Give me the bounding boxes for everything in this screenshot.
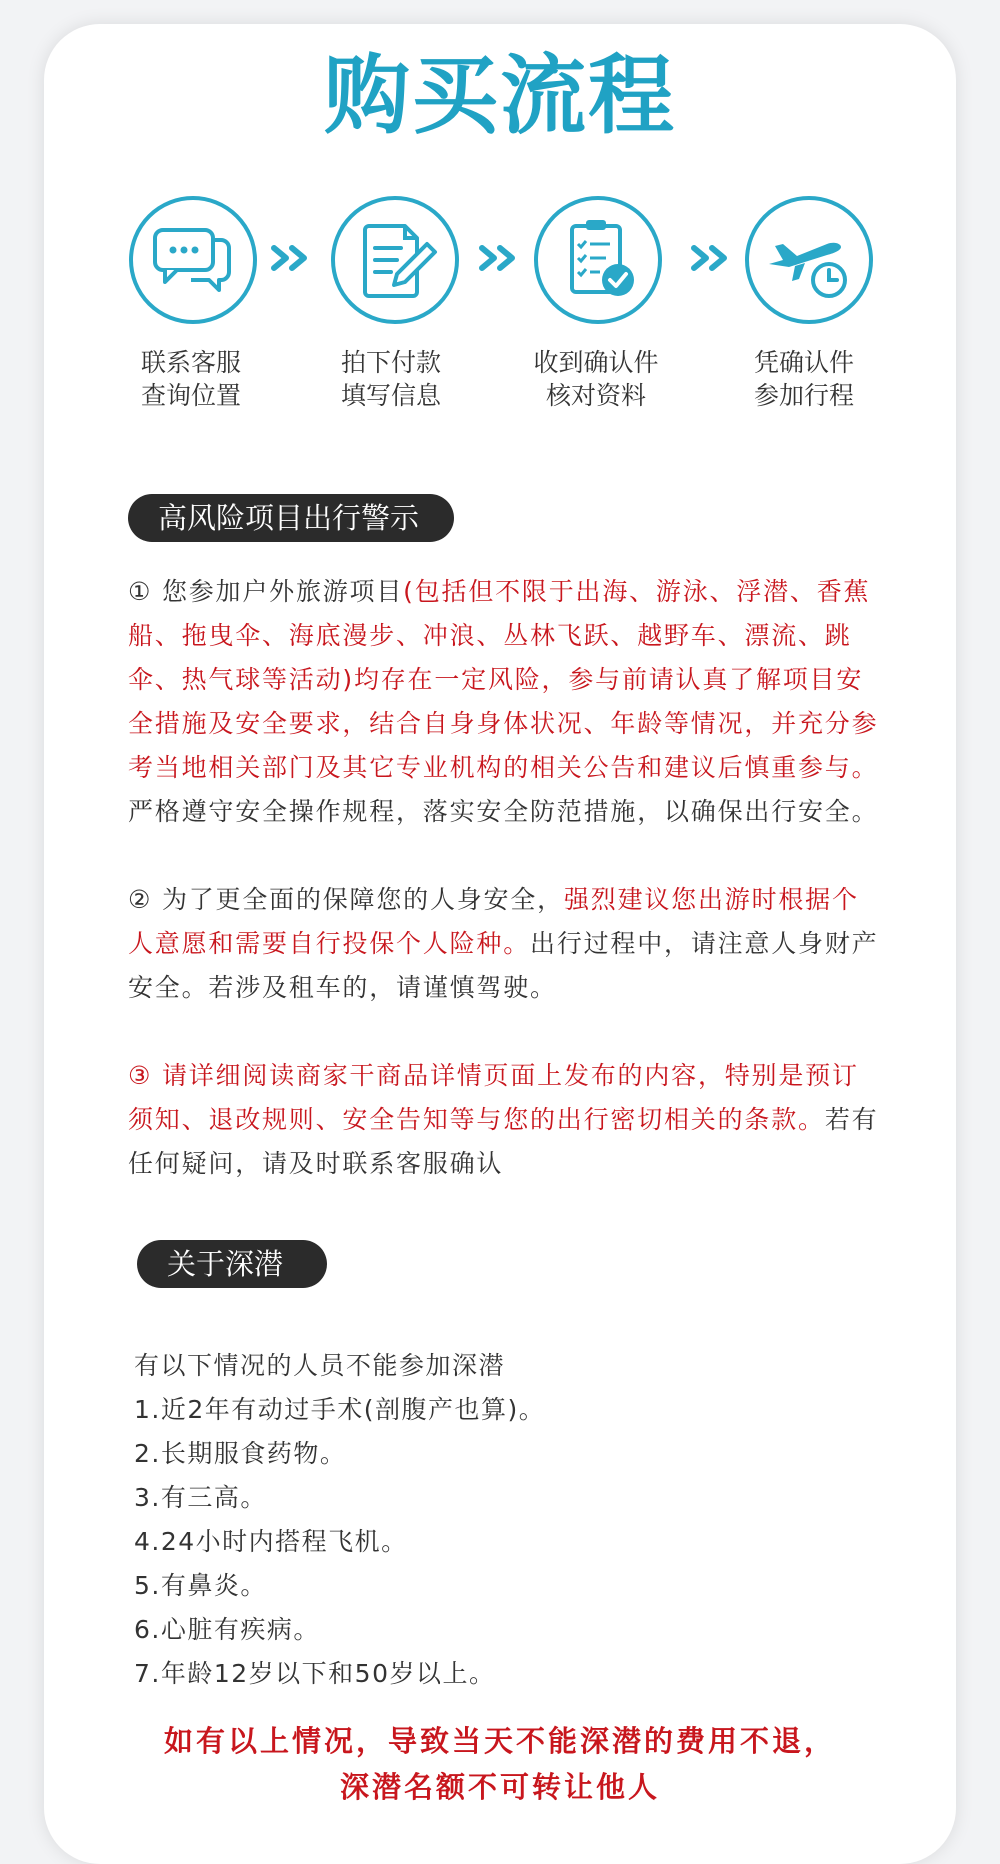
risk-paragraph-3 bbox=[128, 1054, 880, 1186]
risk-p1-tail: 严格遵守安全操作规程，落实安全防范措施，以确保出行安全。 bbox=[128, 797, 879, 826]
list-item: 3.有三高。 bbox=[134, 1483, 267, 1512]
list-item: 6.心脏有疾病。 bbox=[134, 1615, 320, 1644]
airplane-clock-icon bbox=[745, 196, 873, 324]
risk-p1-lead: ① 您参加户外旅游项目 bbox=[128, 577, 404, 606]
risk-p3-tail: 若有任何疑问，请及时联系客服确认 bbox=[128, 1105, 879, 1178]
risk-p2-tail: 出行过程中，请注意人身财产安全。若涉及租车的，请谨慎驾驶。 bbox=[128, 929, 879, 1002]
page-title: 购买流程 bbox=[324, 46, 676, 146]
step-label-2 bbox=[296, 346, 486, 412]
checklist-icon bbox=[534, 196, 662, 324]
list-item: 2.长期服食药物。 bbox=[134, 1439, 347, 1468]
document-edit-icon bbox=[331, 196, 459, 324]
step-label-line: 收到确认件 bbox=[533, 348, 659, 377]
diving-section-heading: 关于深潜 bbox=[137, 1240, 327, 1288]
step-label-line: 填写信息 bbox=[340, 381, 441, 410]
list-item: 7.年龄12岁以下和50岁以上。 bbox=[134, 1659, 496, 1688]
step-label-3 bbox=[501, 346, 691, 412]
risk-paragraph-1 bbox=[128, 570, 880, 834]
double-chevron-right-icon bbox=[690, 240, 734, 276]
step-label-line: 查询位置 bbox=[140, 381, 241, 410]
double-chevron-right-icon bbox=[478, 240, 522, 276]
diving-warning-line-1: 如有以上情况，导致当天不能深潜的费用不退， bbox=[163, 1724, 836, 1758]
step-label-line: 凭确认件 bbox=[753, 348, 854, 377]
diving-warning-line-2: 深潜名额不可转让他人 bbox=[339, 1770, 660, 1804]
risk-p3-highlight: ③ 请详细阅读商家干商品详情页面上发布的内容，特别是预订须知、退改规则、安全告知等与您的出行密切相关的条款。 bbox=[128, 1061, 859, 1134]
diving-intro: 有以下情况的人员不能参加深潜 bbox=[134, 1351, 506, 1380]
step-label-1 bbox=[96, 346, 286, 412]
step-label-4 bbox=[709, 346, 899, 412]
risk-p1-highlight: (包括但不限于出海、游泳、浮潜、香蕉船、拖曳伞、海底漫步、冲浪、丛林飞跃、越野车、漂流、跳伞、热气球等活动)均存在一定风险，参与前请认真了解项目安全措施及安全要求，结合自身身体状况、年龄等情况，并充分参考当地相关部门及其它专业机构的相关公告和建议后慎重参与。 bbox=[128, 577, 879, 782]
diving-restrictions-list bbox=[134, 1344, 874, 1696]
double-chevron-right-icon bbox=[270, 240, 314, 276]
step-label-line: 拍下付款 bbox=[340, 348, 441, 377]
risk-p2-lead: ② 为了更全面的保障您的人身安全， bbox=[128, 885, 564, 914]
step-label-line: 联系客服 bbox=[140, 348, 241, 377]
chat-bubbles-icon bbox=[129, 196, 257, 324]
risk-section-heading: 高风险项目出行警示 bbox=[128, 494, 454, 542]
list-item: 1.近2年有动过手术(剖腹产也算)。 bbox=[134, 1395, 546, 1424]
list-item: 5.有鼻炎。 bbox=[134, 1571, 267, 1600]
risk-paragraph-2 bbox=[128, 878, 880, 1010]
step-label-line: 参加行程 bbox=[753, 381, 854, 410]
list-item: 4.24小时内搭程飞机。 bbox=[134, 1527, 408, 1556]
diving-warning bbox=[0, 1718, 1000, 1810]
risk-p2-highlight: 强烈建议您出游时根据个人意愿和需要自行投保个人险种。 bbox=[128, 885, 859, 958]
step-label-line: 核对资料 bbox=[545, 381, 646, 410]
